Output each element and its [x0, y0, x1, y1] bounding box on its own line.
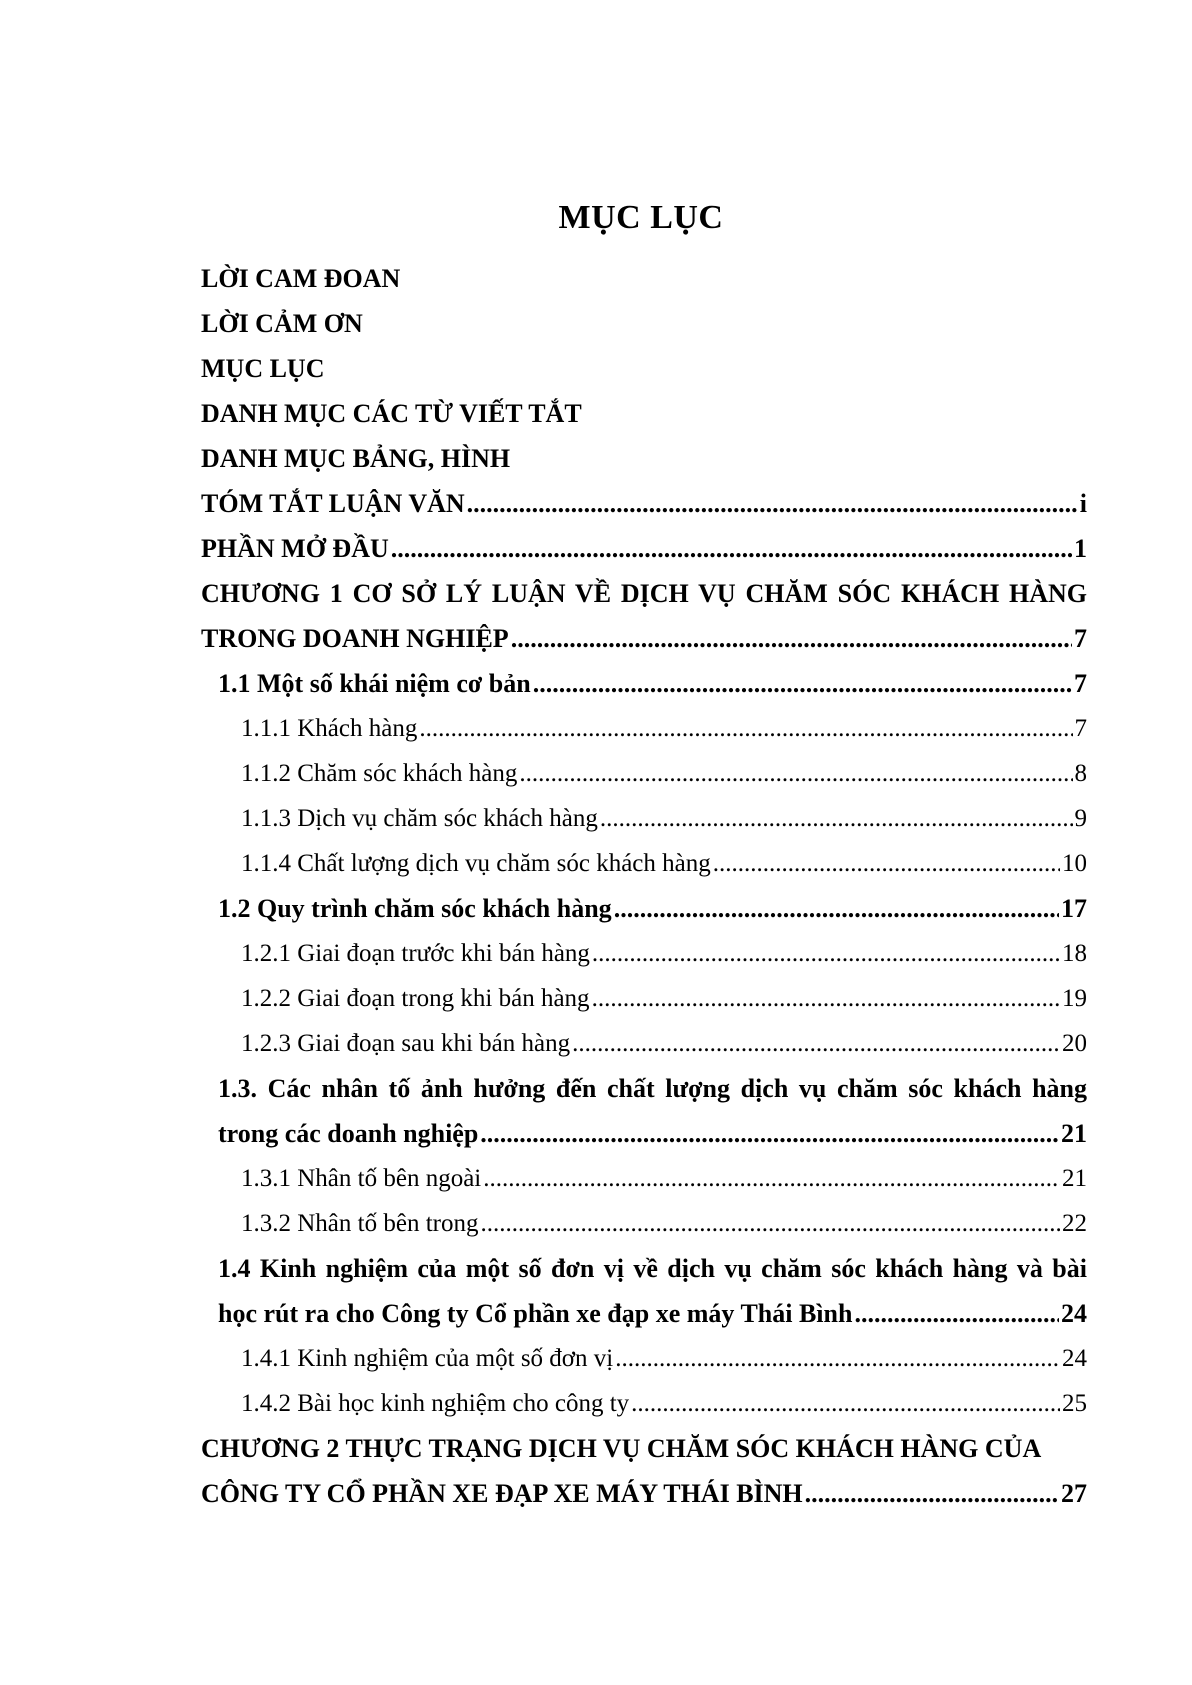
toc-entry-1-1-3[interactable] [201, 796, 1087, 841]
toc-entry-tables-figures[interactable] [201, 436, 1087, 481]
dot-leader [713, 850, 1060, 878]
toc-entry-loi-cam-on[interactable] [201, 301, 1087, 346]
dot-leader [600, 805, 1073, 833]
toc-entry-text: DANH MỤC BẢNG, HÌNH [201, 443, 511, 473]
toc-page-number: 20 [1062, 1029, 1087, 1057]
toc-page-number: 10 [1062, 849, 1087, 877]
toc-entry-chapter-1-line1[interactable] [201, 571, 1087, 616]
toc-page-number: 9 [1074, 804, 1087, 832]
toc-entry-text: MỤC LỤC [201, 353, 325, 383]
toc-entry-text: 1.1 Một số khái niệm cơ bản [218, 668, 531, 698]
toc-page-number: 22 [1062, 1209, 1087, 1237]
toc-page-number: 7 [1074, 714, 1087, 742]
dot-leader [533, 669, 1072, 699]
toc-entry-text: 1.4 Kinh nghiệm của một số đơn vị về dịch vụ chăm sóc khách hàng và bài [218, 1254, 1087, 1283]
toc-entry-text: 1.4.1 Kinh nghiệm của một số đơn vị [241, 1344, 614, 1372]
toc-entry-1-3-line1[interactable] [201, 1066, 1087, 1111]
toc-entry-text: 1.3.1 Nhân tố bên ngoài [241, 1164, 482, 1192]
toc-entry-text: LỜI CAM ĐOAN [201, 263, 401, 293]
toc-entry-text: 1.1.4 Chất lượng dịch vụ chăm sóc khách hàng [241, 849, 711, 877]
toc-entry-chapter-2[interactable] [201, 1471, 1087, 1516]
page-title: MỤC LỤC [558, 199, 724, 236]
toc-page-number: 24 [1061, 1298, 1087, 1328]
toc-entry-text: DANH MỤC CÁC TỪ VIẾT TẮT [201, 398, 582, 428]
toc-entry-text: trong các doanh nghiệp [218, 1118, 479, 1148]
dot-leader [480, 1210, 1060, 1238]
toc-entry-1-3-2[interactable] [201, 1201, 1087, 1246]
toc-entry-1-1-1[interactable] [201, 706, 1087, 751]
toc-entry-text: 1.1.1 Khách hàng [241, 714, 418, 742]
toc-entry-text: TÓM TẮT LUẬN VĂN [201, 488, 465, 518]
toc-entry-text: 1.2 Quy trình chăm sóc khách hàng [218, 893, 612, 923]
toc-page-number: 18 [1062, 939, 1087, 967]
toc-entry-text: 1.3. Các nhân tố ảnh hưởng đến chất lượng dịch vụ chăm sóc khách hàng [218, 1074, 1087, 1103]
toc-entry-1-1-2[interactable] [201, 751, 1087, 796]
dot-leader [805, 1479, 1059, 1509]
dot-leader [854, 1299, 1059, 1329]
toc-entry-muc-luc[interactable] [201, 346, 1087, 391]
toc-page-number: 21 [1061, 1118, 1087, 1148]
toc-entry-1-3[interactable] [201, 1111, 1087, 1156]
table-of-contents [201, 256, 1087, 1516]
dot-leader [511, 624, 1072, 654]
dot-leader [391, 534, 1072, 564]
toc-entry-1-1-4[interactable] [201, 841, 1087, 886]
toc-entry-text: 1.2.3 Giai đoạn sau khi bán hàng [241, 1029, 571, 1057]
toc-page-number: 27 [1061, 1478, 1087, 1508]
dot-leader [631, 1390, 1060, 1418]
toc-page-number: i [1079, 488, 1087, 518]
dot-leader [519, 760, 1072, 788]
toc-entry-loi-cam-doan[interactable] [201, 256, 1087, 301]
toc-page-number: 24 [1062, 1344, 1087, 1372]
toc-entry-1-2[interactable] [201, 886, 1087, 931]
dot-leader [592, 985, 1060, 1013]
toc-entry-text: 1.1.3 Dịch vụ chăm sóc khách hàng [241, 804, 598, 832]
toc-entry-1-2-1[interactable] [201, 931, 1087, 976]
toc-page-number: 1 [1074, 533, 1087, 563]
dot-leader [467, 489, 1078, 519]
dot-leader [419, 715, 1072, 743]
toc-entry-text: CHƯƠNG 2 THỰC TRẠNG DỊCH VỤ CHĂM SÓC KHÁCH HÀNG CỦA [201, 1434, 1042, 1463]
toc-page-number: 25 [1062, 1389, 1087, 1417]
toc-page-number: 7 [1074, 623, 1087, 653]
toc-page-number: 7 [1074, 668, 1087, 698]
toc-entry-1-4-1[interactable] [201, 1336, 1087, 1381]
toc-page-number: 21 [1062, 1164, 1087, 1192]
toc-entry-text: PHẦN MỞ ĐẦU [201, 533, 389, 563]
toc-entry-1-4-line1[interactable] [201, 1246, 1087, 1291]
dot-leader [614, 894, 1059, 924]
toc-page-number: 17 [1061, 893, 1087, 923]
toc-entry-text: CHƯƠNG 1 CƠ SỞ LÝ LUẬN VỀ DỊCH VỤ CHĂM SÓC KHÁCH HÀNG [201, 579, 1087, 608]
dot-leader [483, 1165, 1060, 1193]
toc-entry-1-2-2[interactable] [201, 976, 1087, 1021]
toc-entry-text: 1.1.2 Chăm sóc khách hàng [241, 759, 518, 787]
toc-entry-1-3-1[interactable] [201, 1156, 1087, 1201]
dot-leader [480, 1119, 1059, 1149]
toc-entry-1-4-2[interactable] [201, 1381, 1087, 1426]
toc-entry-text: 1.4.2 Bài học kinh nghiệm cho công ty [241, 1389, 630, 1417]
toc-entry-abbreviations[interactable] [201, 391, 1087, 436]
dot-leader [615, 1345, 1060, 1373]
toc-entry-chapter-1[interactable] [201, 616, 1087, 661]
toc-entry-text: TRONG DOANH NGHIỆP [201, 623, 509, 653]
toc-entry-introduction[interactable] [201, 526, 1087, 571]
toc-entry-chapter-2-line1[interactable] [201, 1426, 1087, 1471]
toc-entry-text: CÔNG TY CỔ PHẦN XE ĐẠP XE MÁY THÁI BÌNH [201, 1478, 803, 1508]
toc-entry-text: 1.3.2 Nhân tố bên trong [241, 1209, 479, 1237]
dot-leader [592, 940, 1060, 968]
toc-entry-text: 1.2.1 Giai đoạn trước khi bán hàng [241, 939, 590, 967]
toc-entry-summary[interactable] [201, 481, 1087, 526]
toc-entry-text: 1.2.2 Giai đoạn trong khi bán hàng [241, 984, 590, 1012]
toc-page-number: 8 [1074, 759, 1087, 787]
toc-entry-1-4[interactable] [201, 1291, 1087, 1336]
toc-entry-1-2-3[interactable] [201, 1021, 1087, 1066]
toc-entry-1-1[interactable] [201, 661, 1087, 706]
toc-entry-text: LỜI CẢM ƠN [201, 308, 363, 338]
dot-leader [572, 1030, 1060, 1058]
toc-page-number: 19 [1062, 984, 1087, 1012]
toc-entry-text: học rút ra cho Công ty Cổ phần xe đạp xe máy Thái Bình [218, 1298, 853, 1328]
